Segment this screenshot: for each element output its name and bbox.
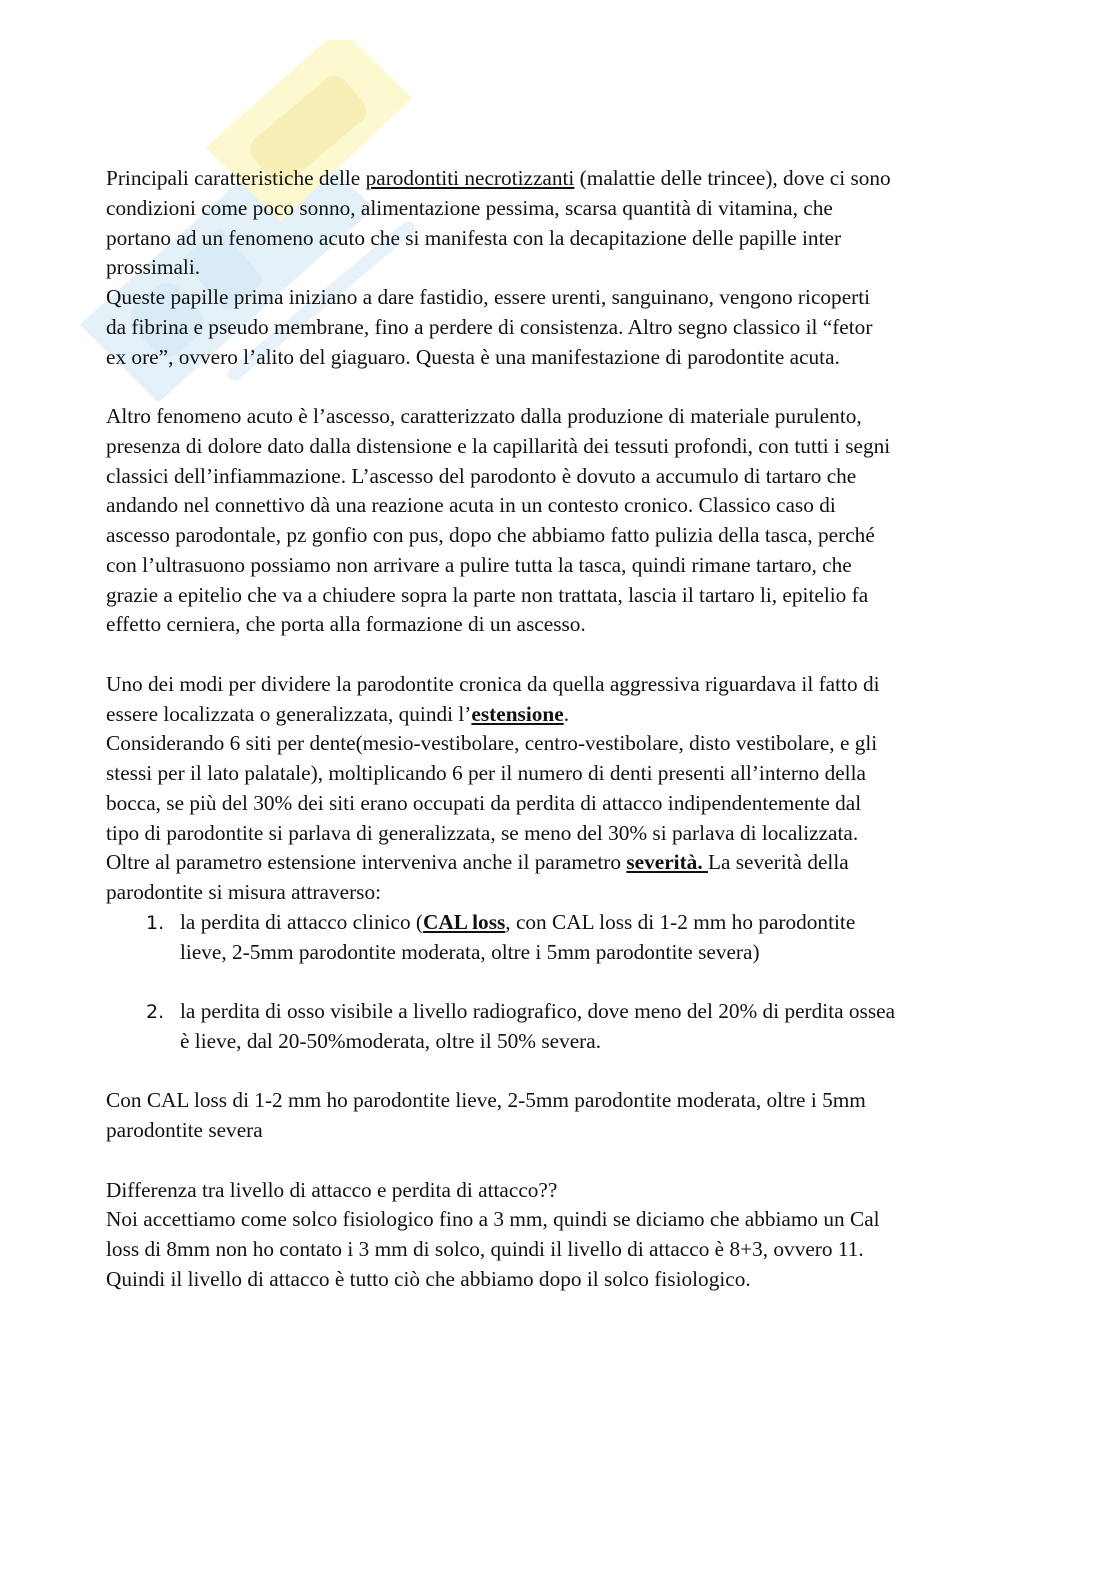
- list-item: [106, 908, 1006, 968]
- text-line: [106, 908, 1006, 938]
- text-line: [106, 164, 1006, 194]
- text-line: prossimali.: [106, 255, 201, 280]
- text-line: Quindi il livello di attacco è tutto ciò che abbiamo dopo il solco fisiologico.: [106, 1266, 751, 1291]
- text-line: Uno dei modi per dividere la parodontite cronica da quella aggressiva riguardava il fatto di: [106, 671, 880, 696]
- text-line: condizioni come poco sonno, alimentazione pessima, scarsa quantità di vitamina, che: [106, 195, 833, 220]
- text-line: stessi per il lato palatale), moltiplicando 6 per il numero di denti presenti all’interno della: [106, 761, 866, 785]
- blank-line: [106, 967, 1006, 997]
- numbered-list: [106, 908, 1006, 1057]
- text-line: ex ore”, ovvero l’alito del giaguaro. Questa è una manifestazione di parodontite acuta.: [106, 344, 840, 369]
- text: la perdita di attacco clinico (: [180, 909, 424, 934]
- text-line: Differenza tra livello di attacco e perdita di attacco??: [106, 1177, 558, 1202]
- text: La severità della: [707, 850, 849, 875]
- text-line: grazie a epitelio che va a chiudere sopra la parte non trattata, lascia il tartaro li, epitelio fa: [106, 582, 869, 607]
- underlined-term: parodontiti necrotizzanti: [365, 166, 575, 190]
- text-line: presenza di dolore dato dalla distensione e la capillarità dei tessuti profondi, con tutti i segni: [106, 433, 891, 458]
- text-line: con l’ultrasuono possiamo non arrivare a pulire tutta la tasca, quindi rimane tartaro, che: [106, 552, 852, 577]
- text-line: [106, 848, 1006, 878]
- text-line: portano ad un fenomeno acuto che si manifesta con la decapitazione delle papille inter: [106, 225, 842, 250]
- text: , con CAL loss di 1-2 mm ho parodontite: [505, 909, 856, 934]
- text: Oltre al parametro estensione interveniva anche il parametro: [106, 850, 627, 875]
- paragraph-cal-loss: [106, 1086, 1006, 1146]
- blank-line: [106, 1146, 1006, 1176]
- text-line: bocca, se più del 30% dei siti erano occupati da perdita di attacco indipendentemente dal: [106, 790, 862, 815]
- text-line: andando nel connettivo dà una reazione acuta in un contesto cronico. Classico caso di: [106, 493, 836, 518]
- blank-line: [106, 640, 1006, 670]
- list-number: 2.: [146, 1001, 165, 1023]
- text-line: da fibrina e pseudo membrane, fino a perdere di consistenza. Altro segno classico il “fetor: [106, 314, 873, 339]
- text-line: Queste papille prima iniziano a dare fastidio, essere urenti, sanguinano, vengono ricoperti: [106, 285, 871, 309]
- text-line: loss di 8mm non ho contato i 3 mm di solco, quindi il livello di attacco è 8+3, ovvero 11.: [106, 1237, 864, 1261]
- document-page: [106, 164, 1006, 1295]
- text-line: classici dell’infiammazione. L’ascesso del parodonto è dovuto a accumulo di tartaro che: [106, 463, 857, 488]
- text-line: [106, 997, 1006, 1027]
- bold-term-cal-loss: CAL loss: [423, 909, 506, 934]
- list-item: [106, 997, 1006, 1057]
- text: essere localizzata o generalizzata, quindi l’: [106, 701, 472, 726]
- text: .: [563, 701, 570, 726]
- text-line: tipo di parodontite si parlava di generalizzata, se meno del 30% si parlava di localizzata.: [106, 820, 859, 845]
- text-line: [106, 700, 1006, 730]
- text-line: è lieve, dal 20-50%moderata, oltre il 50% severa.: [180, 1028, 602, 1053]
- text: (malattie delle trincee), dove ci sono: [574, 166, 891, 190]
- text-line: parodontite si misura attraverso:: [106, 880, 382, 904]
- paragraph-abscess: [106, 402, 1006, 640]
- paragraph-classification: [106, 670, 1006, 908]
- blank-line: [106, 1057, 1006, 1087]
- text-line: Considerando 6 siti per dente(mesio-vestibolare, centro-vestibolare, disto vestibolare, e gli: [106, 731, 878, 756]
- bold-term-estensione: estensione: [471, 701, 564, 726]
- paragraph-attachment-level: [106, 1176, 1006, 1295]
- text-line: Noi accettiamo come solco fisiologico fino a 3 mm, quindi se diciamo che abbiamo un Cal: [106, 1207, 880, 1232]
- text-line: Altro fenomeno acuto è l’ascesso, caratterizzato dalla produzione di materiale purulento,: [106, 404, 862, 428]
- text-line: ascesso parodontale, pz gonfio con pus, dopo che abbiamo fatto pulizia della tasca, perché: [106, 523, 875, 547]
- text-line: effetto cerniera, che porta alla formazione di un ascesso.: [106, 612, 586, 637]
- blank-line: [106, 372, 1006, 402]
- list-number: 1.: [146, 911, 165, 934]
- bold-term-severita: severità.: [626, 850, 708, 875]
- text-line: Con CAL loss di 1-2 mm ho parodontite lieve, 2-5mm parodontite moderata, oltre i 5mm: [106, 1088, 866, 1113]
- text-line: parodontite severa: [106, 1118, 263, 1142]
- text: Principali caratteristiche delle: [106, 166, 366, 190]
- text: la perdita di osso visibile a livello radiografico, dove meno del 20% di perdita ossea: [180, 999, 896, 1023]
- paragraph-necrotizing: [106, 164, 1006, 372]
- text-line: lieve, 2-5mm parodontite moderata, oltre i 5mm parodontite severa): [180, 939, 760, 964]
